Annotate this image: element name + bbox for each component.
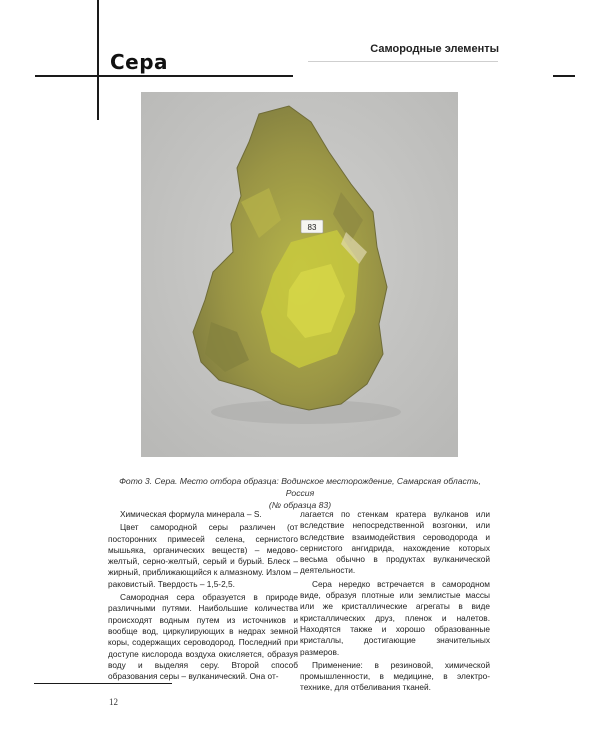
footer-rule	[34, 683, 172, 684]
title-underline	[35, 75, 293, 77]
margin-mark	[553, 75, 575, 77]
paragraph: Применение: в резиновой, химической промышленности, в медицине, в электро-технике, для отбеливания тканей.	[300, 659, 490, 693]
header-rule	[308, 61, 498, 62]
caption-line-2: (№ образца 83)	[268, 500, 332, 510]
section-header: Самородные элементы	[370, 43, 499, 55]
page-title: Сера	[110, 50, 169, 74]
paragraph: лагается по стенкам кратера вулканов или вследствие непосредственной возгонки, или вследствие взаимодействия сероводорода и сернистого ангидрида, нахождение которых весьма обычно в продуктах вулканической деятельности.	[300, 509, 490, 576]
body-column-right	[300, 509, 490, 696]
vertical-rule	[97, 0, 99, 120]
paragraph: Химическая формула минерала – S.	[120, 509, 262, 519]
mineral-photo	[141, 92, 458, 457]
paragraph: Цвет самородной серы различен (от посторонних примесей селена, сернистого мышьяка, органических веществ) – медово-желтый, серно-желтый, серый и бурый. Блеск – жирный, приближающийся к алмазному. Излом – раковистый. Твердость – 1,5-2,5.	[108, 522, 298, 589]
specimen-label	[301, 220, 323, 233]
paragraph: Сера нередко встречается в самородном виде, образуя плотные или землистые массы или же кристаллические агрегаты в виде кристаллических друз, пленок и налетов. Находятся также и хорошо образованные кристаллы, достигающие значительных размеров.	[300, 578, 490, 657]
photo-caption	[108, 475, 492, 511]
page-number: 12	[109, 697, 118, 707]
svg-text:83: 83	[307, 223, 317, 232]
body-column-left	[108, 509, 298, 684]
caption-line-1: Фото 3. Сера. Место отбора образца: Водинское месторождение, Самарская область, Россия	[119, 476, 481, 498]
paragraph: Самородная сера образуется в природе различными путями. Наибольшие количества происходят водным путем из источников и вообще вод, циркулирующих в недрах земной коры, содержащих сероводород. Последний при доступе кислорода воздуха окисляется, образуя воду и выделяя серу. Второй способ образования серы – вулканический. Она от-	[108, 592, 298, 682]
